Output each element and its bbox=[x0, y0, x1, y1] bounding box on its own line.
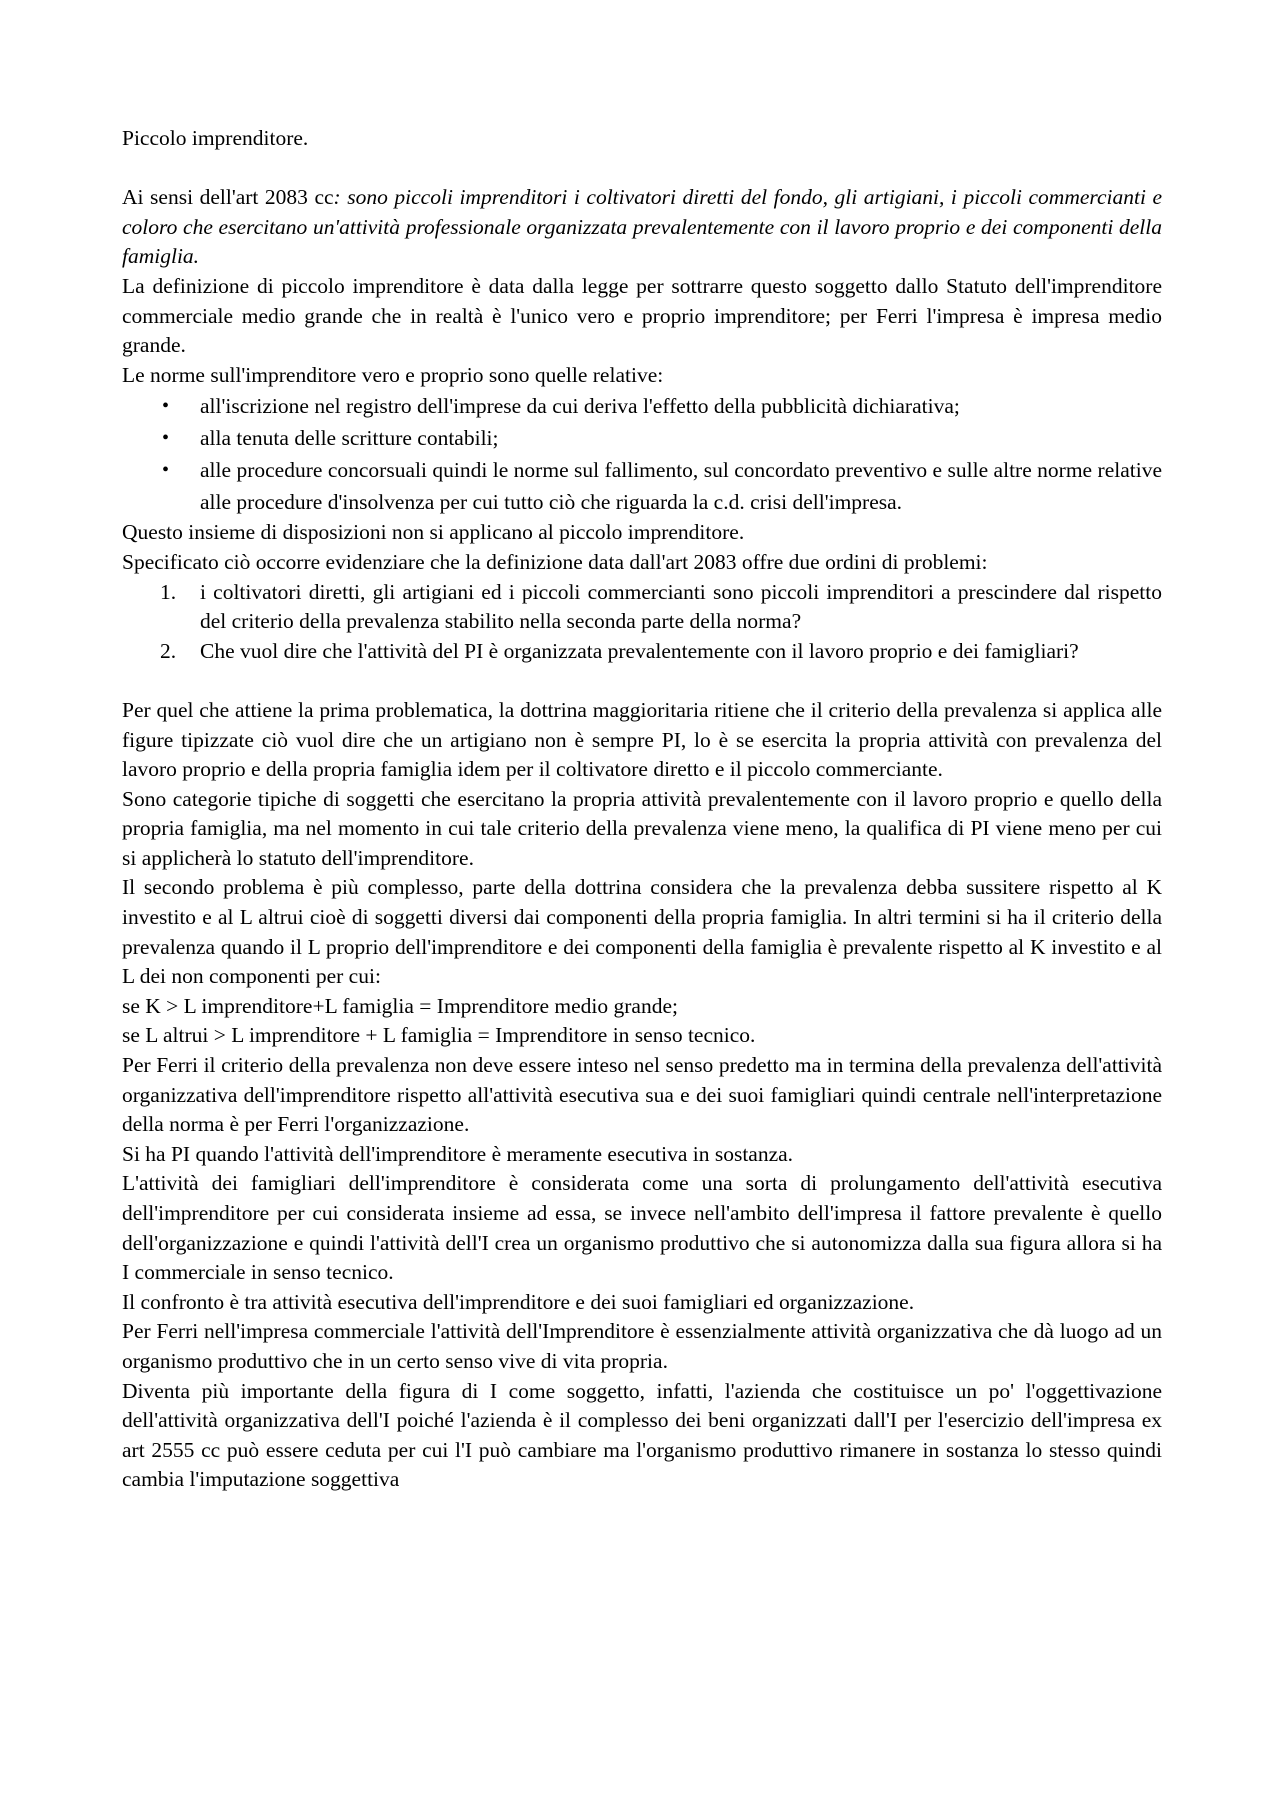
bullet-list bbox=[122, 390, 1162, 518]
paragraph-ferri-2: Per Ferri nell'impresa commerciale l'attività dell'Imprenditore è essenzialmente attività organizzativa che dà luogo ad un organismo produttivo che in un certo senso vive di vita propria. bbox=[122, 1319, 1162, 1373]
bullet-icon: • bbox=[162, 395, 170, 418]
blank-line bbox=[122, 154, 1162, 184]
bullet-icon: • bbox=[162, 459, 170, 482]
bullet-icon: • bbox=[162, 427, 170, 450]
numbered-list bbox=[122, 578, 1162, 667]
paragraph-definition: La definizione di piccolo imprenditore è data dalla legge per sottrarre questo soggetto dallo Statuto dell'imprenditore commerciale medio grande che in realtà è l'unico vero e proprio imprenditore; per Ferri l'impresa è impresa medio grande. bbox=[122, 273, 1162, 358]
paragraph-diventa: Diventa più importante della figura di I come soggetto, infatti, l'azienda che costituisce un po' l'oggettivazione dell'attività organizzativa dell'I poiché l'azienda è il complesso dei beni organizzati dall'I per l'esercizio dell'impresa ex art 2555 cc può essere ceduta per cui l'I può cambiare ma l'organismo produttivo rimanere in sostanza lo stesso quindi cambia l'imputazione soggettiva bbox=[122, 1378, 1162, 1492]
blank-line bbox=[122, 666, 1162, 696]
document-body bbox=[122, 124, 1162, 1495]
paragraph-prima: Per quel che attiene la prima problematica, la dottrina maggioritaria ritiene che il criterio della prevalenza si applica alle figure tipizzate ciò vuol dire che un artigiano non è sempre PI, lo è se esercita la propria attività con prevalenza del lavoro proprio e della propria famiglia idem per il coltivatore diretto e il piccolo commerciante. bbox=[122, 697, 1162, 782]
paragraph-confronto: Il confronto è tra attività esecutiva dell'imprenditore e dei suoi famigliari ed organizzazione. bbox=[122, 1289, 915, 1314]
list-number: 2. bbox=[160, 638, 177, 663]
paragraph-norme: Le norme sull'imprenditore vero e proprio sono quelle relative: bbox=[122, 362, 664, 387]
paragraph-attivita: L'attività dei famigliari dell'imprenditore è considerata come una sorta di prolungamento dell'attività esecutiva dell'imprenditore per cui considerata insieme ad essa, se invece nell'ambito dell'impresa il fattore prevalente è quello dell'organizzazione e quindi l'attività dell'I crea un organismo produttivo che si autonomizza dalla sua figura allora si ha I commerciale in senso tecnico. bbox=[122, 1171, 1162, 1285]
intro-paragraph bbox=[122, 183, 1162, 272]
list-item bbox=[122, 390, 1162, 422]
paragraph-si-ha: Si ha PI quando l'attività dell'imprenditore è meramente esecutiva in sostanza. bbox=[122, 1141, 794, 1166]
formula-line: se L altrui > L imprenditore + L famiglia = Imprenditore in senso tecnico. bbox=[122, 1023, 756, 1048]
list-number: 1. bbox=[160, 579, 177, 604]
list-item-text: Che vuol dire che l'attività del PI è organizzata prevalentemente con il lavoro proprio e dei famigliari? bbox=[200, 638, 1079, 663]
page-title: Piccolo imprenditore. bbox=[122, 126, 309, 150]
paragraph-categorie: Sono categorie tipiche di soggetti che esercitano la propria attività prevalentemente con il lavoro proprio e quello della propria famiglia, ma nel momento in cui tale criterio della prevalenza viene meno, la qualifica di PI viene meno per cui si applicherà lo statuto dell'imprenditore. bbox=[122, 786, 1162, 870]
list-item-text: alla tenuta delle scritture contabili; bbox=[200, 426, 499, 451]
formula-line: se K > L imprenditore+L famiglia = Imprenditore medio grande; bbox=[122, 993, 678, 1018]
list-item bbox=[122, 454, 1162, 518]
list-item-text: alle procedure concorsuali quindi le norme sul fallimento, sul concordato preventivo e sulle altre norme relative alle procedure d'insolvenza per cui tutto ciò che riguarda la c.d. crisi dell'impresa. bbox=[200, 458, 1162, 515]
list-item bbox=[122, 422, 1162, 454]
list-item-text: i coltivatori diretti, gli artigiani ed i piccoli commercianti sono piccoli imprenditori a prescindere dal rispetto del criterio della prevalenza stabilito nella seconda parte della norma? bbox=[200, 579, 1162, 634]
list-item bbox=[122, 578, 1162, 637]
list-item-text: all'iscrizione nel registro dell'imprese da cui deriva l'effetto della pubblicità dichiarativa; bbox=[200, 394, 960, 419]
intro-quote: : sono piccoli imprenditori i coltivatori diretti del fondo, gli artigiani, i piccoli commercianti e coloro che esercitano un'attività professionale organizzata prevalentemente con il lavoro proprio e dei componenti della famiglia. bbox=[122, 185, 1162, 269]
intro-prefix: Ai sensi dell'art 2083 cc bbox=[122, 185, 334, 210]
paragraph-specificato: Specificato ciò occorre evidenziare che la definizione data dall'art 2083 offre due ordini di problemi: bbox=[122, 549, 988, 574]
paragraph-secondo: Il secondo problema è più complesso, parte della dottrina considera che la prevalenza debba sussitere rispetto al K investito e al L altrui cioè di soggetti diversi dai componenti della propria famiglia. In altri termini si ha il criterio della prevalenza quando il L proprio dell'imprenditore e dei componenti della famiglia è prevalente rispetto al K investito e al L dei non componenti per cui: bbox=[122, 875, 1162, 989]
paragraph-insieme: Questo insieme di disposizioni non si applicano al piccolo imprenditore. bbox=[122, 520, 745, 545]
paragraph-ferri: Per Ferri il criterio della prevalenza non deve essere inteso nel senso predetto ma in termina della prevalenza dell'attività organizzativa dell'imprenditore rispetto all'attività esecutiva sua e dei suoi famigliari quindi centrale nell'interpretazione della norma è per Ferri l'organizzazione. bbox=[122, 1053, 1162, 1137]
list-item bbox=[122, 637, 1162, 667]
